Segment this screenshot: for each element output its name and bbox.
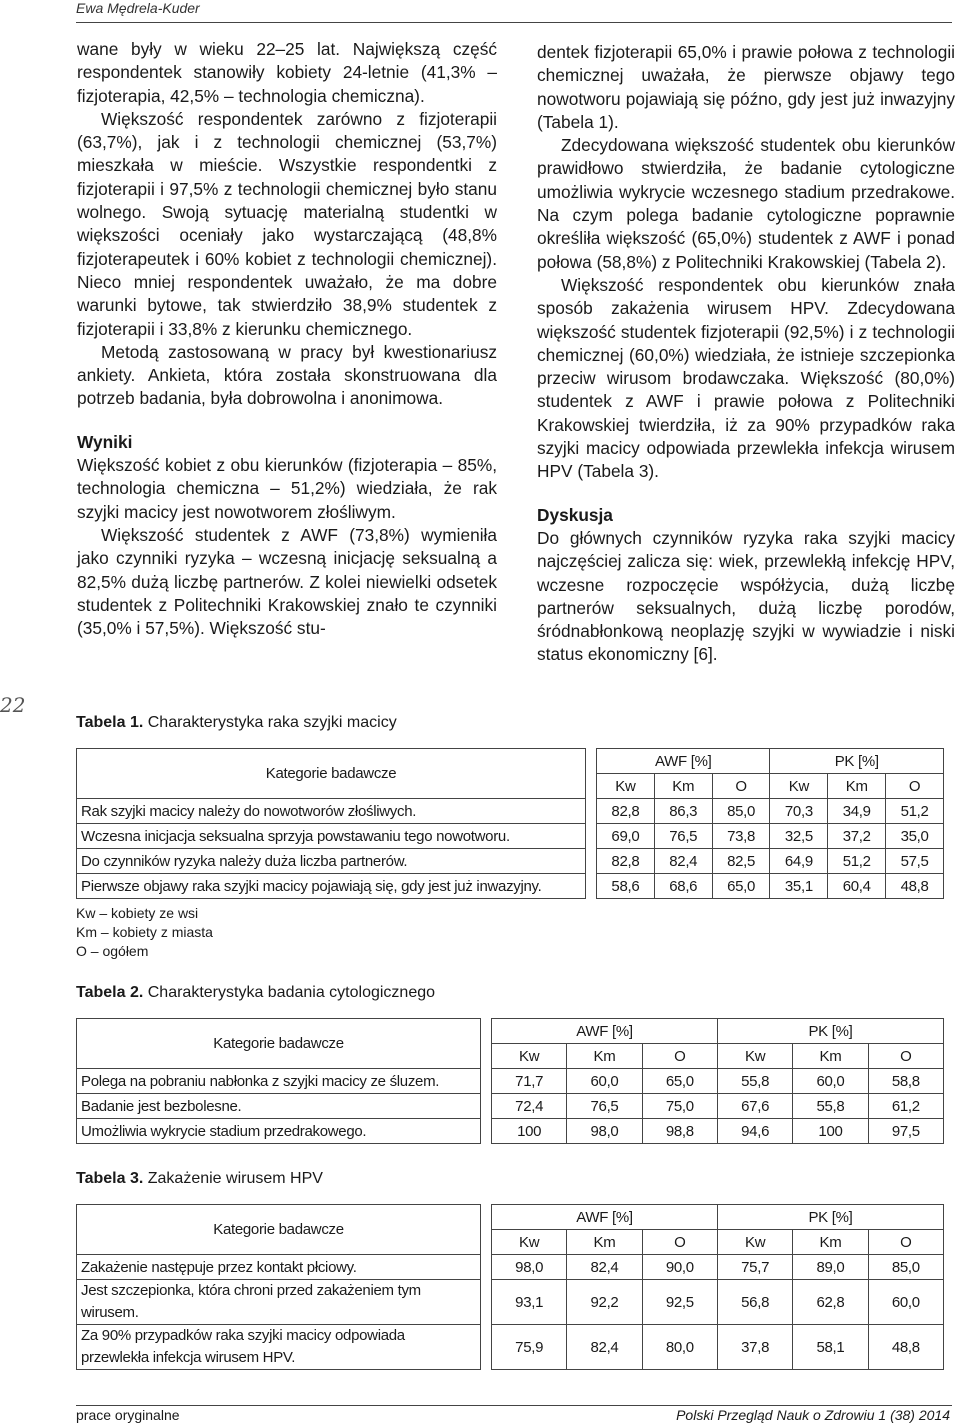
row-label: Zakażenie następuje przez kontakt płciowy.	[77, 1255, 481, 1280]
column-gap	[586, 799, 597, 824]
column-group-pk: PK [%]	[770, 749, 944, 774]
table-cell: 67,6	[717, 1094, 792, 1119]
table-cell: 37,8	[717, 1325, 792, 1370]
table-cell: 48,8	[868, 1325, 943, 1370]
paragraph: Do głównych czynników ryzyka raka szyjki macicy najczęściej zalicza się: wiek, przewlekłą infekcję HPV, wczesne rozpoczęcie współżycia, dużą liczbę partnerów seksualnych, dużą liczbę porodów, śródnabłonkową neoplazję szyjki w wywiadzie i niski status ekonomiczny [6].	[537, 527, 955, 665]
table-cell: 71,7	[492, 1069, 567, 1094]
table-cell: 82,8	[597, 799, 655, 824]
paragraph: wane były w wieku 22–25 lat. Największą część respondentek stanowiły kobiety 24-letnie (41,3% – fizjoterapia, 42,5% – technologia chemiczna).	[77, 39, 497, 106]
row-label: Do czynników ryzyka należy duża liczba partnerów.	[77, 849, 586, 874]
table-cell: 85,0	[712, 799, 770, 824]
column-gap	[586, 749, 597, 799]
table-cell: 58,8	[868, 1069, 943, 1094]
table-cell: 55,8	[717, 1069, 792, 1094]
table-cell: 80,0	[642, 1325, 717, 1370]
table-cell: 35,1	[770, 874, 828, 899]
section-heading-dyskusja: Dyskusja	[537, 504, 613, 525]
table-cell: 82,4	[567, 1325, 642, 1370]
table-2	[76, 1018, 944, 1144]
column-gap	[481, 1255, 492, 1280]
table-cell: 82,5	[712, 849, 770, 874]
table-caption-label: Tabela 2.	[76, 984, 144, 1001]
column-header: Kw	[717, 1044, 792, 1069]
column-gap	[586, 849, 597, 874]
column-group-awf: AWF [%]	[492, 1205, 718, 1230]
column-header: O	[886, 774, 944, 799]
row-label: Pierwsze objawy raka szyjki macicy pojawiają się, gdy jest już inwazyjny.	[77, 874, 586, 899]
table-cell: 61,2	[868, 1094, 943, 1119]
table-cell: 93,1	[492, 1280, 567, 1325]
table-1	[76, 748, 944, 899]
column-header-category: Kategorie badawcze	[77, 1205, 481, 1255]
table-cell: 75,7	[717, 1255, 792, 1280]
column-header: Kw	[492, 1044, 567, 1069]
row-label: Badanie jest bezbolesne.	[77, 1094, 481, 1119]
table-cell: 86,3	[654, 799, 712, 824]
paragraph: Większość studentek z AWF (73,8%) wymieniła jako czynniki ryzyka – wczesną inicjację seksualną a 82,5% dużą liczbę partnerów. Z kolei niewielki odsetek studentek z Politechniki Krakowskiej znało te czynniki (35,0% i 57,5%). Większość stu-	[77, 524, 497, 639]
row-label: Za 90% przypadków raka szyjki macicy odpowiada przewlekła infekcja wirusem HPV.	[77, 1325, 481, 1370]
table-cell: 34,9	[828, 799, 886, 824]
page-number: 22	[0, 693, 26, 717]
paragraph: Większość respondentek zarówno z fizjoterapii (63,7%), jak i z technologii chemicznej (53,7%) mieszkała w mieście. Wszystkie respondentki z fizjoterapii i 97,5% z technologii chemicznej było stanu wolnego. Swoją sytuację materialną studentki w większości oceniały jako wystarczającą (48,8% fizjoterapeutek i 60% kobiet z technologii chemicznej). Nieco mniej respondentek uważało, że ma dobre warunki bytowe, tak stwierdziło 38,9% studentek z fizjoterapii i 33,8% z kierunku chemicznego.	[77, 108, 497, 339]
table-cell: 82,4	[654, 849, 712, 874]
table-cell: 62,8	[793, 1280, 868, 1325]
table-caption-label: Tabela 3.	[76, 1170, 144, 1187]
table-cell: 98,8	[642, 1119, 717, 1144]
table-cell: 32,5	[770, 824, 828, 849]
table-cell: 76,5	[567, 1094, 642, 1119]
column-header: Kw	[492, 1230, 567, 1255]
legend-item: O – ogółem	[76, 943, 149, 959]
table-3-caption	[76, 1170, 323, 1188]
legend-item: Km – kobiety z miasta	[76, 924, 213, 940]
paragraph: Metodą zastosowaną w pracy był kwestionariusz ankiety. Ankieta, która została skonstruowana dla potrzeb badania, była dobrowolna i anonimowa.	[77, 341, 497, 409]
table-cell: 98,0	[492, 1255, 567, 1280]
table-cell: 82,8	[597, 849, 655, 874]
column-header: O	[642, 1044, 717, 1069]
table-row	[77, 1255, 944, 1280]
table-header-row	[77, 749, 944, 774]
column-header: Km	[567, 1044, 642, 1069]
table-caption-text: Zakażenie wirusem HPV	[143, 1170, 323, 1187]
table-1-caption	[76, 714, 397, 732]
row-label: Umożliwia wykrycie stadium przedrakowego.	[77, 1119, 481, 1144]
table-cell: 37,2	[828, 824, 886, 849]
table-cell: 48,8	[886, 874, 944, 899]
column-header: Km	[654, 774, 712, 799]
table-caption-text: Charakterystyka raka szyjki macicy	[143, 714, 397, 731]
table-cell: 75,0	[642, 1094, 717, 1119]
table-row	[77, 874, 944, 899]
table-cell: 60,0	[567, 1069, 642, 1094]
column-group-pk: PK [%]	[717, 1019, 943, 1044]
table-header-row	[77, 1205, 944, 1230]
table-cell: 60,4	[828, 874, 886, 899]
table-caption-label: Tabela 1.	[76, 714, 144, 731]
running-header-author: Ewa Mędrela-Kuder	[76, 0, 200, 16]
table-cell: 82,4	[567, 1255, 642, 1280]
column-header: Kw	[770, 774, 828, 799]
paragraph: Zdecydowana większość studentek obu kierunków prawidłowo stwierdziła, że badanie cytologiczne umożliwia wykrycie wczesnego stadium przedrakowe. Na czym polega badanie cytologiczne poprawnie określiła większość (65,0%) studentek z AWF i ponad połowa (58,8%) z Politechniki Krakowskiej (Tabela 2).	[537, 135, 955, 272]
table-row	[77, 1280, 944, 1325]
table-caption-text: Charakterystyka badania cytologicznego	[143, 984, 436, 1001]
table-cell: 55,8	[793, 1094, 868, 1119]
table-row	[77, 1325, 944, 1370]
table-cell: 70,3	[770, 799, 828, 824]
table-cell: 51,2	[886, 799, 944, 824]
table-row	[77, 824, 944, 849]
column-header-category: Kategorie badawcze	[77, 1019, 481, 1069]
footer-rule	[76, 1405, 952, 1406]
column-header: O	[868, 1230, 943, 1255]
table-cell: 65,0	[642, 1069, 717, 1094]
left-column	[77, 38, 497, 640]
table-cell: 58,6	[597, 874, 655, 899]
column-header: Km	[828, 774, 886, 799]
table-cell: 68,6	[654, 874, 712, 899]
table-cell: 97,5	[868, 1119, 943, 1144]
column-header: Km	[793, 1044, 868, 1069]
column-header: O	[712, 774, 770, 799]
table-row	[77, 1094, 944, 1119]
column-gap	[481, 1094, 492, 1119]
column-gap	[481, 1205, 492, 1255]
table-cell: 92,2	[567, 1280, 642, 1325]
table-cell: 60,0	[793, 1069, 868, 1094]
column-group-pk: PK [%]	[717, 1205, 943, 1230]
footer-section-label: prace oryginalne	[76, 1407, 180, 1423]
table-cell: 100	[492, 1119, 567, 1144]
table-header-row	[77, 1019, 944, 1044]
table-cell: 60,0	[868, 1280, 943, 1325]
column-gap	[481, 1119, 492, 1144]
table-row	[77, 849, 944, 874]
table-2-caption	[76, 984, 435, 1002]
column-gap	[481, 1069, 492, 1094]
column-gap	[481, 1019, 492, 1069]
header-rule	[76, 22, 952, 23]
table-cell: 69,0	[597, 824, 655, 849]
table-cell: 35,0	[886, 824, 944, 849]
column-gap	[586, 874, 597, 899]
table-cell: 56,8	[717, 1280, 792, 1325]
table-cell: 58,1	[793, 1325, 868, 1370]
table-cell: 100	[793, 1119, 868, 1144]
row-label: Jest szczepionka, która chroni przed zakażeniem tym wirusem.	[77, 1280, 481, 1325]
table-cell: 72,4	[492, 1094, 567, 1119]
table-cell: 76,5	[654, 824, 712, 849]
table-row	[77, 1069, 944, 1094]
footer-journal: Polski Przegląd Nauk o Zdrowiu 1 (38) 2014	[676, 1407, 950, 1423]
column-header: Kw	[717, 1230, 792, 1255]
table-cell: 64,9	[770, 849, 828, 874]
table-3	[76, 1204, 944, 1370]
table-cell: 65,0	[712, 874, 770, 899]
paragraph: dentek fizjoterapii 65,0% i prawie połowa z technologii chemicznej uważała, że pierwsze objawy tego nowotworu pojawiają się późno, gdy jest już inwazyjny (Tabela 1).	[537, 42, 955, 132]
column-gap	[586, 824, 597, 849]
section-heading-wyniki: Wyniki	[77, 431, 133, 452]
table-cell: 89,0	[793, 1255, 868, 1280]
table-cell: 57,5	[886, 849, 944, 874]
table-row	[77, 799, 944, 824]
table-row	[77, 1119, 944, 1144]
column-group-awf: AWF [%]	[492, 1019, 718, 1044]
table-cell: 75,9	[492, 1325, 567, 1370]
paragraph: Większość kobiet z obu kierunków (fizjoterapia – 85%, technologia chemiczna – 51,2%) wiedziała, że rak szyjki macicy jest nowotworem złośliwym.	[77, 455, 497, 522]
column-header: Kw	[597, 774, 655, 799]
column-header: O	[868, 1044, 943, 1069]
table-cell: 90,0	[642, 1255, 717, 1280]
right-column	[537, 41, 955, 667]
table-cell: 94,6	[717, 1119, 792, 1144]
column-gap	[481, 1325, 492, 1370]
table-cell: 73,8	[712, 824, 770, 849]
table-legend	[76, 904, 213, 961]
column-header: Km	[793, 1230, 868, 1255]
column-header: O	[642, 1230, 717, 1255]
table-cell: 51,2	[828, 849, 886, 874]
row-label: Rak szyjki macicy należy do nowotworów złośliwych.	[77, 799, 586, 824]
column-header: Km	[567, 1230, 642, 1255]
column-group-awf: AWF [%]	[597, 749, 770, 774]
row-label: Polega na pobraniu nabłonka z szyjki macicy ze śluzem.	[77, 1069, 481, 1094]
table-cell: 85,0	[868, 1255, 943, 1280]
column-gap	[481, 1280, 492, 1325]
legend-item: Kw – kobiety ze wsi	[76, 905, 199, 921]
paragraph: Większość respondentek obu kierunków znała sposób zakażenia wirusem HPV. Zdecydowana większość studentek fizjoterapii (92,5%) i z technologii chemicznej (60,0%) wiedziała, że istnieje szczepionka przeciw wirusom brodawczaka. Większość (80,0%) studentek z AWF i prawie połowa z Politechniki Krakowskiej twierdziła, iż za 90% przypadków raka szyjki macicy odpowiada przewlekła infekcja wirusem HPV (Tabela 3).	[537, 274, 955, 482]
table-cell: 92,5	[642, 1280, 717, 1325]
row-label: Wczesna inicjacja seksualna sprzyja powstawaniu tego nowotworu.	[77, 824, 586, 849]
column-header-category: Kategorie badawcze	[77, 749, 586, 799]
table-cell: 98,0	[567, 1119, 642, 1144]
